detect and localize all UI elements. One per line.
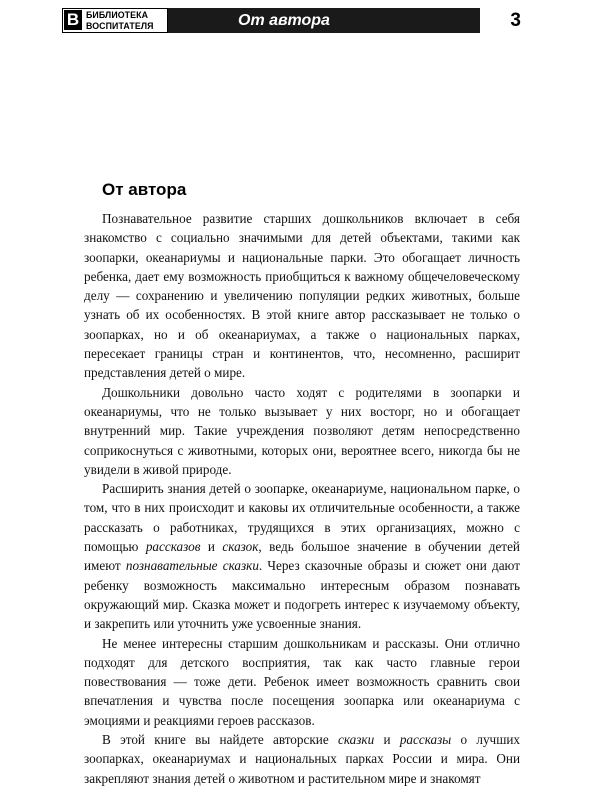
running-title: От автора [168, 8, 480, 33]
running-header [62, 8, 523, 33]
paragraph-3-text-3: , ведь большое значение в обучении детей имеют [84, 539, 520, 574]
paragraph-5-text-2: и [374, 732, 400, 748]
paragraph-1: Познавательное развитие старших дошкольников включает в себя знакомство с социально значимыми для детей объектами, такими как зоопарки, океанариумы и национальные парки. Это обогащает личность ребенка, дает ему возможность приобщиться к важному общечеловеческому делу — сохранению и увеличению популяции редких животных, больше узнать об их особенностях. В этой книге автор рассказывает не только о зоопарках, но и об океанариумах, а также о национальных парках, пересекает границы стран и континентов, что, несомненно, расширит представления детей о мире. [84, 211, 520, 381]
series-letter: В [64, 10, 82, 30]
emphasis-tales-2: сказки [337, 732, 375, 748]
paragraph-4: Не менее интересны старшим дошкольникам и рассказы. Они отлично подходят для детского восприятия, так как часто главные герои повествования — тоже дети. Ребенок имеет возможность сравнить свои впечатления и чувства после посещения зоопарка или океанариума с эмоциями и реакциями героев рассказов. [84, 635, 520, 728]
paragraph-3-text-4: . Через сказочные образы и сюжет они дают ребенку возможность максимально интересным образом познавать окружающий мир. Сказка может и подогреть интерес к изучаемому объекту, и закрепить или уточнить уже усвоенные знания. [84, 558, 520, 632]
emphasis-stories: рассказов [145, 539, 201, 555]
body-text [84, 209, 520, 788]
paragraph-3-text-1: Расширить знания детей о зоопарке, океанариуме, национальном парке, о том, что в них происходит и каковы их отличительные особенности, а также рассказать о работниках, трудящихся в этих организациях, можно с помощью [84, 481, 520, 555]
paragraph-5-text-1: В этой книге вы найдете авторские [102, 732, 338, 748]
paragraph-2: Дошкольники довольно часто ходят с родителями в зоопарки и океанариумы, что не только вызывает у них восторг, но и обогащает внутренний мир. Такие учреждения позволяют детям непосредственно соприкоснуться с животными, которых они, вероятнее всего, никогда бы не увидели в живой природе. [84, 384, 520, 477]
series-name-line1: БИБЛИОТЕКА [86, 10, 149, 20]
series-name-line2: ВОСПИТАТЕЛЯ [86, 20, 154, 31]
paragraph-3-text-2: и [200, 539, 223, 555]
chapter-title: От автора [102, 180, 187, 199]
series-name [86, 10, 154, 31]
emphasis-tales: сказок [222, 539, 259, 555]
paragraph-3 [84, 479, 520, 633]
emphasis-stories-2: рассказы [399, 732, 452, 748]
emphasis-cognitive-tales: познавательные сказки [125, 558, 259, 574]
paragraph-5-text-3: о лучших зоопарках, океанариумах и национальных парках России и мира. Они закрепляют знания детей о животном и растительном мире и знакомят [84, 732, 520, 786]
paragraph-5 [84, 730, 520, 788]
page-number: 3 [510, 10, 521, 31]
series-logo [62, 8, 168, 33]
